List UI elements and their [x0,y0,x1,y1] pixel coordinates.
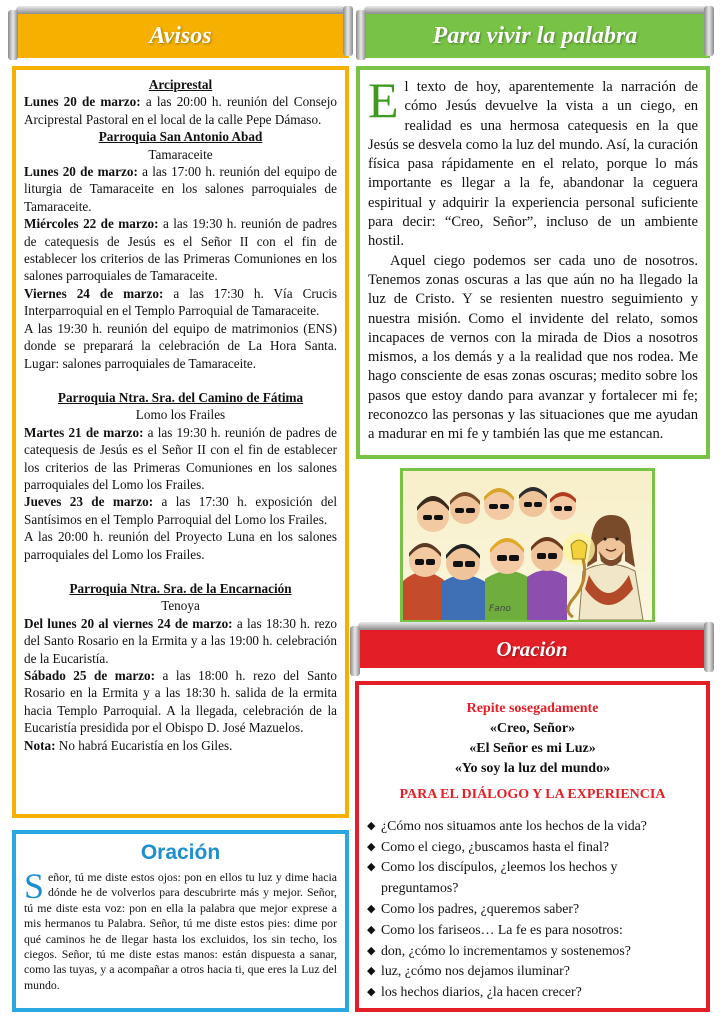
notice-text: a las 18:00 h. rezo del Santo Rosario en la Ermita y a las 18:30 h. salida de la ermita hacia Templo Parroquial. A la llegada, celebración de la Eucaristía presidida por el Obispo D. José Mazuelos. [24,668,337,736]
nota-label: Nota: [24,737,56,753]
notice-day: Sábado 25 de marzo: [24,668,156,683]
cartoon-signature: Fano [489,604,511,614]
san-antonio-subtitle: Tamaraceite [148,146,213,162]
illustration-frame [400,468,655,623]
list-item: ◆ Como los padres, ¿queremos saber? [367,899,698,920]
list-item: ◆ don, ¿cómo lo incrementamos y sostenemos? [367,941,698,962]
banner-roll [16,6,345,14]
diamond-bullet-icon: ◆ [367,902,376,915]
oracion-left-body: eñor, tú me diste estos ojos: pon en ellos tu luz y dime hacia dónde he de volverlos para descubrirte más y mejor. Señor, tú me diste esta voz: pon en ella la palabra que mejor exprese a mis hermanos tu Palabra. Señor, tú me diste estos pies: dime por qué caminos he de llegar hasta los excluidos, los sin techo, los ciegos. Señor, tú me diste estas manos: están dispuesta a sanar, como las tuyas, y a acompañar a otros hacia ti, que eres la Luz del mundo. [24,870,337,992]
notice-day: Lunes 20 de marzo: [24,94,141,110]
notice-text: a las 19:30 h. reunión de padres de catequesis de Jesús es el Señor II con el fin de establecer los criterios de las Primeras Comuniones en los salones parroquiales de Tamaraceite. [24,216,337,284]
avisos-box [12,66,349,818]
banner-curl-left [356,10,366,60]
mantra-line-2: «El Señor es mi Luz» [469,741,596,756]
list-item: ◆ los hechos diarios, ¿la hacen crecer? [367,982,698,1003]
notice-text: a las 20:00 h. reunión del Consejo Arciprestal Pastoral en el local de la calle Pepe Dámaso. [24,94,337,127]
crowd-back [417,487,576,532]
diamond-bullet-icon: ◆ [367,840,376,853]
oracion-left-text [24,866,337,993]
banner-roll [364,6,706,14]
san-antonio-notice-3 [24,285,337,320]
palabra-dropcap: E [368,72,399,128]
notice-day: Lunes 20 de marzo: [24,164,138,180]
encarnacion-nota [24,737,337,754]
notice-text: a las 17:30 h. exposición del Santísimos en el Templo Parroquial del Lomo los Frailes. [24,494,337,527]
san-antonio-title: Parroquia San Antonio Abad [98,129,263,145]
palabra-banner [360,14,710,58]
diamond-bullet-icon: ◆ [367,923,376,936]
diamond-bullet-icon: ◆ [367,986,376,999]
diamond-bullet-icon: ◆ [367,965,376,978]
list-item: ◆ ¿Cómo nos situamos ante los hechos de la vida? [367,816,698,837]
question-list [367,816,698,1003]
palabra-p1-text: l texto de hoy, aparentemente la narración de cómo Jesús devuelve la vista a un ciego, en realidad es una hermosa catequesis en la que Jesús se desvela como la luz del mundo. Así, la curación física pasa rápidamente en el relato, porque lo más importante es llegar a la fe, abandonar la ceguera espiritual y adquirir la experiencia personal suficiente para decir: “Creo, Señor”, incluso de un ambiente hostil. [368,79,698,250]
fatima-title: Parroquia Ntra. Sra. del Camino de Fátima [57,389,304,405]
banner-curl-right [704,6,714,56]
palabra-title: Para vivir la palabra [432,22,638,49]
san-antonio-notice-4: A las 19:30 h. reunión del equipo de matrimonios (ENS) donde se preparará la celebración de La Hora Santa. Lugar: salones parroquiales de Tamaraceite. [24,320,337,371]
oracion-right-box [355,681,710,1012]
banner-curl-left [350,626,360,676]
diamond-bullet-icon: ◆ [367,944,376,957]
palabra-box [356,66,710,459]
diamond-bullet-icon: ◆ [367,861,376,874]
banner-curl-right [343,6,353,56]
notice-text: a las 19:30 h. reunión de padres de catequesis de Jesús es el Señor II con el fin de establecer los criterios de las Primeras Comuniones en los salones parroquiales del Lomo los Frailes. [24,424,338,492]
repite-heading: Repite sosegadamente [466,701,599,716]
avisos-title: Avisos [149,22,212,49]
notice-text: a las 17:30 h. Vía Crucis Interparroquial en el Templo Parroquial de Tamaraceite. [24,285,337,319]
list-item: ◆ luz, ¿cómo nos dejamos iluminar? [367,961,698,982]
oracion-banner-right [354,630,710,668]
encarnacion-notice-1 [24,615,337,667]
notice-day: Martes 21 de marzo: [24,424,144,440]
encarnacion-notice-2 [24,667,337,737]
encarnacion-title: Parroquia Ntra. Sra. de la Encarnación [69,580,292,596]
encarnacion-subtitle: Tenoya [161,598,200,614]
mantra-line-3: «Yo soy la luz del mundo» [454,761,611,776]
banner-curl-left [8,10,18,60]
crowd-front [403,537,567,620]
banner-roll [358,622,706,630]
notice-day: Jueves 23 de marzo: [24,494,154,510]
palabra-paragraph-1 [368,72,698,252]
jesus-healing-blind-cartoon [403,471,652,620]
avisos-banner [12,14,349,58]
fatima-notice-1 [24,424,337,494]
oracion-left-box [12,830,349,1012]
list-item: ◆ Como el ciego, ¿buscamos hasta el final? [367,837,698,858]
notice-day: Miércoles 22 de marzo: [24,216,159,232]
arciprestal-notice [24,93,337,128]
oracion-right-title: Oración [496,636,568,661]
cartoon-illustration [403,471,652,620]
dialogo-heading: PARA EL DIÁLOGO Y LA EXPERIENCIA [399,787,666,802]
notice-day: Del lunes 20 al viernes 24 de marzo: [24,615,233,631]
oracion-dropcap: S [24,866,45,906]
san-antonio-notice-1 [24,163,337,215]
fatima-subtitle: Lomo los Frailes [135,407,226,423]
diamond-bullet-icon: ◆ [367,819,376,832]
notice-text: a las 17:00 h. reunión del equipo de liturgia de Tamaraceite en los salones parroquiales de Tamaraceite. [24,164,337,214]
arciprestal-title: Arciprestal [148,77,213,92]
nota-text: No habrá Eucaristía en los Giles. [58,737,233,753]
list-item: ◆ Como los discípulos, ¿leemos los hechos y preguntamos? [367,857,698,899]
jesus-figure [579,515,643,620]
san-antonio-notice-2 [24,215,337,285]
banner-curl-right [704,622,714,672]
list-item: ◆ Como los fariseos… La fe es para nosotros: [367,920,698,941]
fatima-notice-2 [24,493,337,528]
mantra-line-1: «Creo, Señor» [489,721,576,736]
fatima-notice-3: A las 20:00 h. reunión del Proyecto Luna en los salones parroquiales del Lomo los Frailes. [24,529,337,562]
notice-day: Viernes 24 de marzo: [24,285,164,301]
oracion-left-title: Oración [140,841,221,864]
notice-text: a las 18:30 h. rezo del Santo Rosario en la Ermita y a las 19:00 h. celebración de la Eucaristía. [24,615,338,666]
palabra-paragraph-2: Aquel ciego podemos ser cada uno de nosotros. Tenemos zonas oscuras a las que aún no ha llegado la luz de Cristo. Y se resienten nuestro seguimiento y nuestra misión. Como el invidente del relato, somos incapaces de vernos con la mirada de Dios a nosotros mismos, a los demás y a la realidad que nos rodea. Me hago consciente de esas zonas oscuras; medito sobre los pasos que estoy dando para avanzar y fortalecer mi fe; reconozco las personas y las situaciones que me ayudan a madurar en mi fe y también las que me estancan. [368,252,698,443]
